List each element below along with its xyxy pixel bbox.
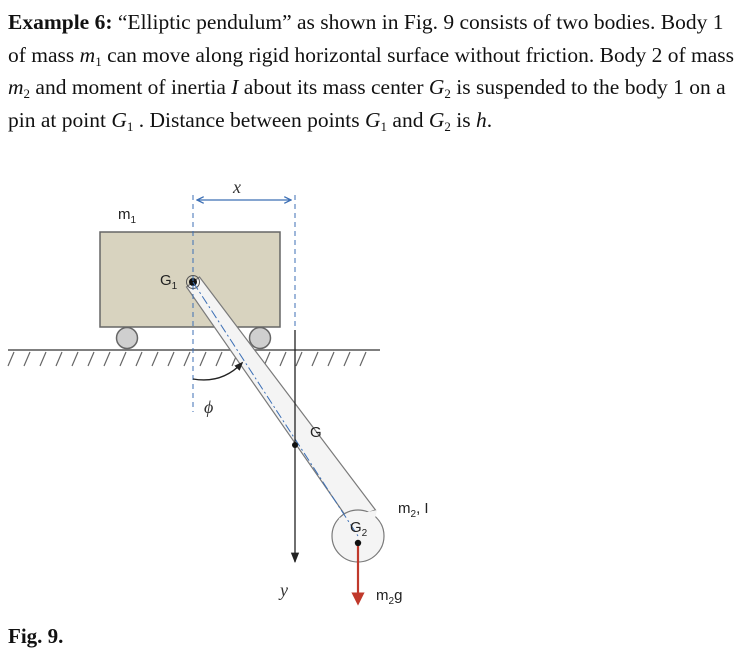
m1-symbol: m [79, 42, 96, 67]
elliptic-pendulum-figure [0, 170, 750, 620]
text-segment: . Distance between points [133, 107, 366, 132]
x-label: x [233, 177, 241, 197]
left-wheel [117, 328, 138, 349]
text-segment: is suspended to the body 1 on a pin at point [8, 75, 726, 132]
right-wheel [250, 328, 271, 349]
g1-label: $G_1$ [160, 272, 178, 292]
phi-label: ϕ [204, 397, 214, 417]
text-segment: and [387, 107, 429, 132]
figure-caption: Fig. 9. [8, 624, 64, 648]
h-symbol: h [475, 107, 487, 132]
point-g2 [355, 540, 361, 546]
weight-label: $m_2g$ [376, 587, 403, 607]
y-label: y [280, 580, 288, 600]
text-segment: and moment of inertia [30, 75, 232, 99]
text-segment: is [450, 107, 476, 132]
g2-label: $G_2$ [350, 519, 368, 539]
g2-symbol: G [428, 75, 445, 99]
g2-subscript: 2 [444, 118, 451, 134]
g1-symbol: G [111, 107, 127, 132]
m2-symbol: m [8, 75, 24, 99]
problem-statement [8, 6, 744, 136]
g-label: G [310, 424, 322, 441]
g1-subscript: 1 [380, 118, 388, 134]
text-segment: can move along rigid horizontal surface without friction. Body 2 of mass [101, 42, 735, 67]
g2-subscript: 2 [444, 86, 451, 101]
ground-hatching [8, 352, 366, 366]
inertia-symbol: I [231, 75, 239, 99]
m1-subscript: 1 [95, 53, 102, 69]
g2-symbol: G [428, 107, 445, 132]
example-label: Example 6: [8, 10, 113, 34]
text-segment: . [486, 107, 493, 132]
text-segment: about its mass center [238, 75, 429, 99]
m2-inertia-label: $m_2$, I [398, 500, 429, 520]
m1-label: $m_1$ [118, 206, 137, 226]
g1-subscript: 1 [126, 118, 134, 134]
g1-symbol: G [365, 107, 381, 132]
point-g [292, 442, 298, 448]
m2-subscript: 2 [23, 86, 31, 101]
text-segment: “Elliptic pendulum” as shown in Fig. 9 consists of two bodies. Body 1 of mass [8, 10, 724, 67]
